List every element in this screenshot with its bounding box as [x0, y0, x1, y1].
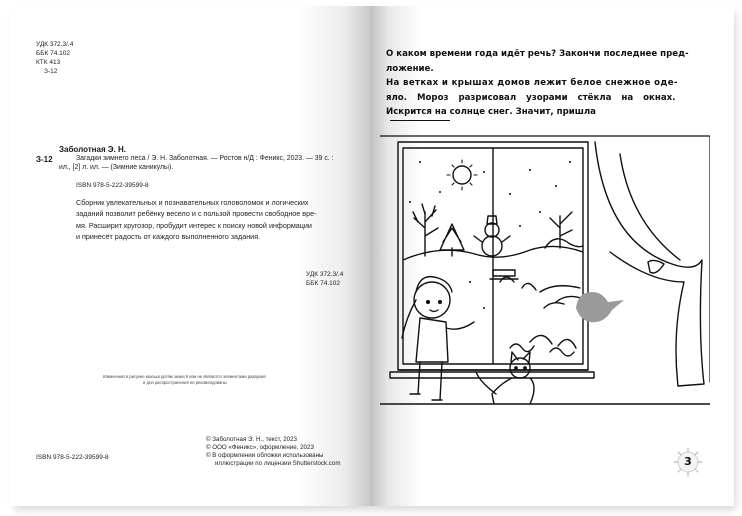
- riddle-line: яло. Мороз разрисовал узорами стёкла на окнах.: [386, 92, 676, 103]
- girl-at-winter-window-illustration: [380, 132, 710, 422]
- page-number: 3: [684, 455, 692, 468]
- annotation-line: и принесёт радость от каждого выполненного задания.: [76, 231, 261, 241]
- annotation-text: [76, 197, 358, 242]
- bbk-code: ББК 74.102: [36, 50, 71, 57]
- fine-print-line1: Изменения в рисунке малыш детям знаки 5 ком не являются элементами разархия: [103, 374, 266, 379]
- task-question: О каком времени года идёт речь? Закончи последнее пред-: [386, 49, 689, 59]
- udk-code: УДК 372.3/.4: [36, 41, 74, 48]
- copyright-author: © Заболотная Э. Н., текст, 2023: [206, 436, 297, 443]
- answer-blank: [390, 120, 450, 121]
- bird-silhouette-icon: [576, 292, 624, 322]
- bbk-code-bottom: ББК 74.102: [306, 280, 341, 287]
- bibliographic-description-line1: Загадки зимнего леса / Э. Н. Заболотная. — Ростов н/Д : Феникс, 2023. — 39 с. :: [76, 155, 334, 162]
- riddle-last-line: Искрится на солнце снег. Значит, пришла: [386, 107, 596, 118]
- copyright-cover: © В оформлении обложки использованы: [206, 452, 324, 459]
- annotation-line: заданий позволит ребёнку весело и с пользой провести свободное вре-: [76, 209, 317, 219]
- copyright-publisher: © ООО «Феникс», оформление, 2023: [206, 444, 314, 451]
- right-page: [370, 6, 734, 506]
- udk-code-bottom: УДК 372.3/.4: [306, 271, 344, 278]
- ktk-code: КТК 413: [36, 59, 61, 66]
- left-page: [10, 6, 370, 506]
- author-sign-top: З-12: [44, 68, 58, 75]
- bibliographic-description-line2: ил., [2] л. ил. — (Зимние каникулы).: [59, 164, 174, 171]
- isbn-top: ISBN 978-5-222-39599-8: [76, 182, 149, 189]
- riddle-line: На ветках и крышах домов лежит белое снежное оде-: [386, 78, 678, 89]
- riddle-line-with-blank: [386, 105, 712, 121]
- fine-print-line2: и для распространения не рекомендованы: [143, 380, 227, 385]
- author-name: Заболотная Э. Н.: [59, 145, 126, 154]
- task-text: [386, 47, 712, 121]
- author-sign: З-12: [36, 155, 53, 164]
- copyright-license: иллюстрации по лицензии Shutterstock.com: [215, 460, 341, 467]
- isbn-bottom: ISBN 978-5-222-39599-8: [36, 454, 109, 461]
- task-question-end: ложение.: [386, 63, 434, 74]
- annotation-line: Сборник увлекательных и познавательных головоломок и логических: [76, 198, 309, 207]
- annotation-line: мя. Расширит кругозор, пробудит интерес к поиску новой информации: [76, 220, 312, 230]
